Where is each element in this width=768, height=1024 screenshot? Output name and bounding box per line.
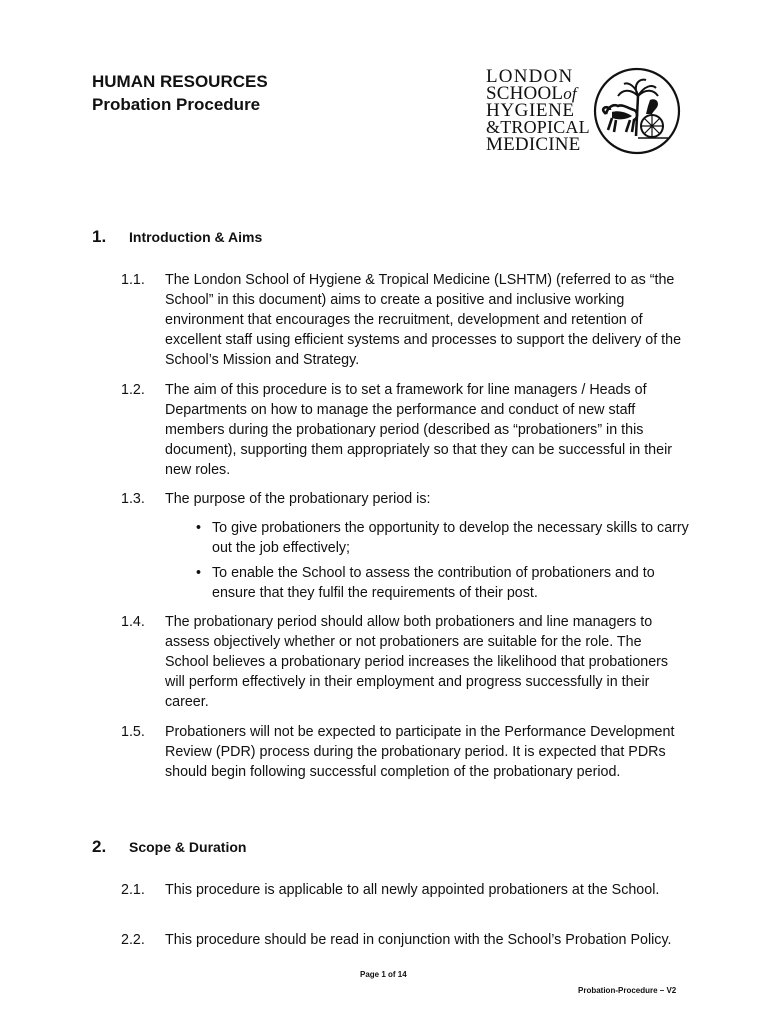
- logo-line-5: MEDICINE: [486, 134, 581, 155]
- paragraph-number: 2.1.: [121, 882, 145, 898]
- paragraph-text: This procedure is applicable to all newly appointed probationers at the School.: [165, 882, 660, 898]
- bullet-item: [196, 518, 696, 558]
- paragraph-number: 1.1.: [121, 272, 145, 288]
- paragraph-number: 1.2.: [121, 382, 145, 398]
- document-title: Probation Procedure: [92, 95, 261, 114]
- section-number: 2.: [92, 837, 107, 856]
- chariot-seal-icon: [592, 66, 682, 156]
- section-title: Scope & Duration: [129, 839, 247, 855]
- paragraph-number: 1.3.: [121, 491, 145, 507]
- paragraph-1-2: [121, 380, 691, 480]
- logo-line-1: LONDON: [486, 66, 574, 87]
- logo-wordmark: [486, 68, 590, 153]
- paragraph-1-5: [121, 722, 691, 782]
- section-heading-2: [92, 837, 246, 857]
- section-title: Introduction & Aims: [129, 229, 263, 245]
- bullet-item: [196, 563, 696, 603]
- bullet-text: To give probationers the opportunity to develop the necessary skills to carry out the job effectively;: [212, 520, 689, 556]
- bullet-icon: •: [196, 565, 202, 581]
- paragraph-text: The probationary period should allow both probationers and line managers to assess objectively whether or not probationers are suitable for the role. The School believes a probationary period increases the likelihood that probationers will perform effectively in their employment and progress successfully in their career.: [165, 614, 669, 710]
- logo-line-4: &TROPICAL: [486, 117, 590, 137]
- paragraph-text: This procedure should be read in conjunction with the School’s Probation Policy.: [165, 932, 672, 948]
- paragraph-number: 1.5.: [121, 724, 145, 740]
- paragraph-number: 2.2.: [121, 932, 145, 948]
- paragraph-2-2: [121, 930, 691, 950]
- bullet-icon: •: [196, 520, 202, 536]
- paragraph-text: The London School of Hygiene & Tropical Medicine (LSHTM) (referred to as “the School” in this document) aims to create a positive and inclusive working environment that encourages the recruitment, development and retention of excellent staff using efficient systems and processes to support the delivery of the School’s Mission and Strategy.: [165, 272, 682, 368]
- paragraph-2-1: [121, 880, 691, 900]
- paragraph-number: 1.4.: [121, 614, 145, 630]
- paragraph-1-4: [121, 612, 691, 712]
- department-title: HUMAN RESOURCES: [92, 72, 268, 91]
- paragraph-text: The aim of this procedure is to set a framework for line managers / Heads of Departments on how to manage the performance and conduct of new staff members during the probationary period (described as “probationers” in this document), supporting them appropriately so that they can be successful in their new roles.: [165, 382, 673, 478]
- logo-line-3: HYGIENE: [486, 100, 575, 121]
- bullet-text: To enable the School to assess the contribution of probationers and to ensure that they fulfil the requirements of their post.: [212, 565, 655, 601]
- section-number: 1.: [92, 227, 107, 246]
- logo-line-2-of: of: [563, 84, 577, 103]
- document-header: [92, 70, 268, 116]
- section-heading-1: [92, 227, 262, 247]
- lshtm-logo: [486, 68, 686, 160]
- paragraph-text: Probationers will not be expected to participate in the Performance Development Review (PDR) process during the probationary period. It is expected that PDRs should begin following successful completion of the probationary period.: [165, 724, 675, 780]
- paragraph-1-1: [121, 270, 691, 370]
- logo-line-2-word: SCHOOL: [486, 83, 564, 104]
- page-number: Page 1 of 14: [360, 970, 407, 979]
- paragraph-text: The purpose of the probationary period is:: [165, 491, 431, 507]
- document-version: Probation-Procedure – V2: [578, 986, 677, 995]
- paragraph-1-3: [121, 489, 691, 509]
